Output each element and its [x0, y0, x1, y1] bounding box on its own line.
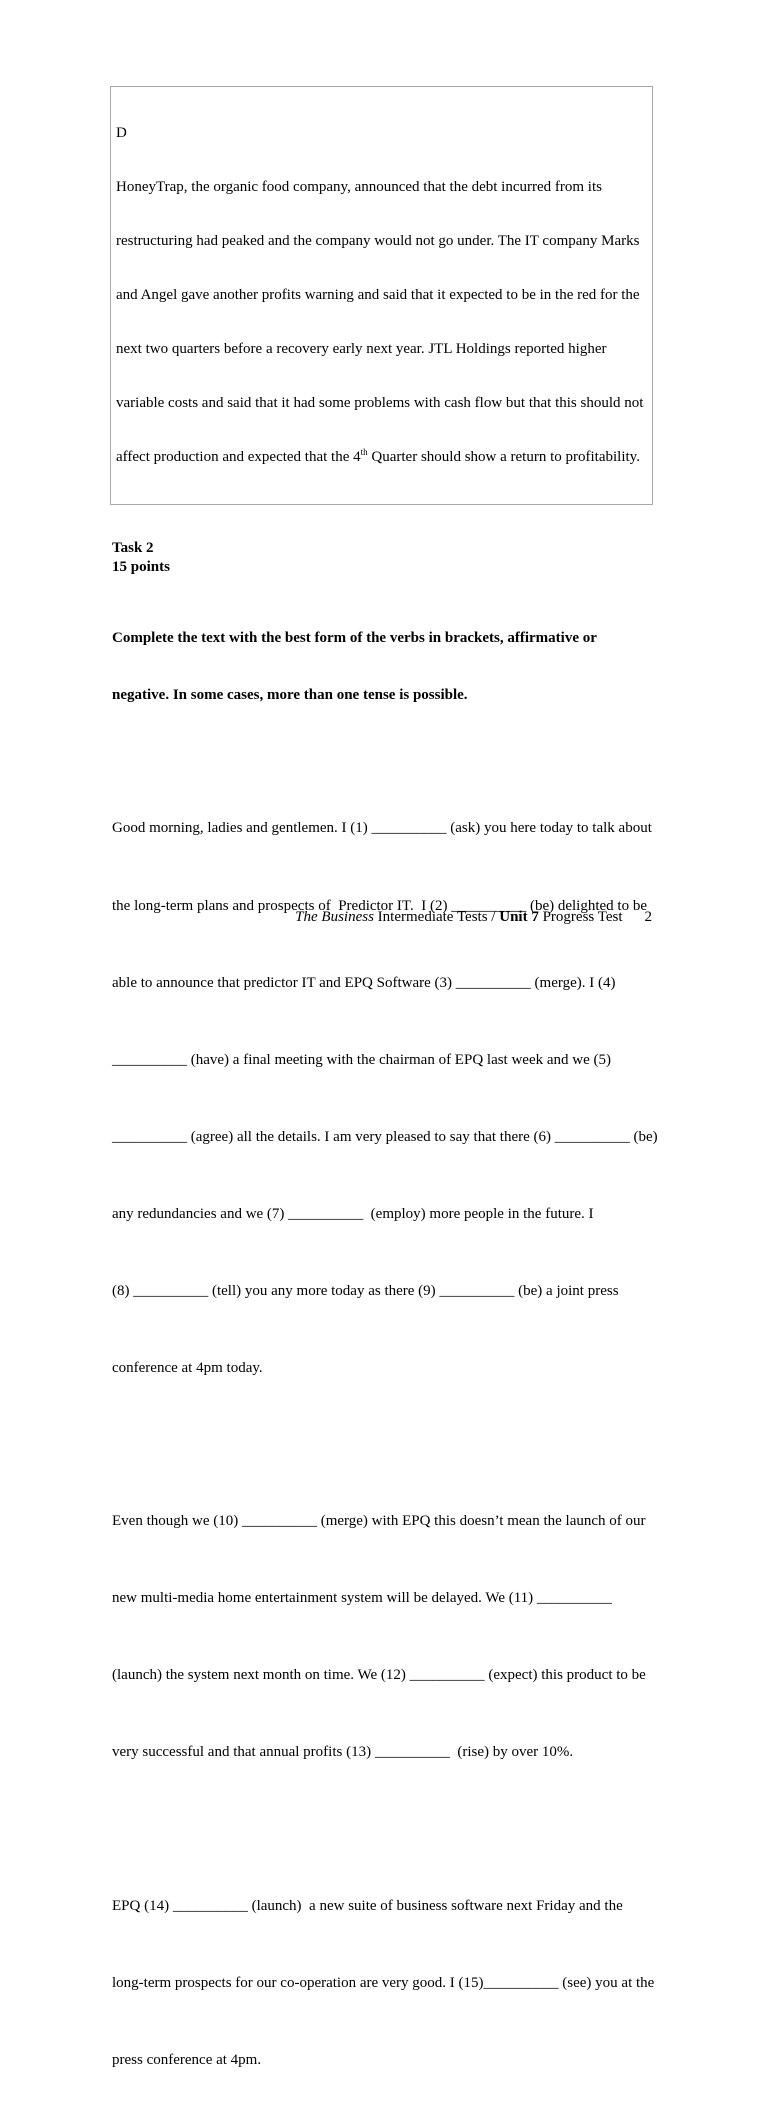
- instructions-line: negative. In some cases, more than one tense is possible.: [112, 687, 468, 703]
- passage-line: Good morning, ladies and gentlemen. I (1) __________ (ask) you here today to talk about: [112, 820, 652, 837]
- reading-text-box: [110, 86, 653, 505]
- footer-text: Intermediate Tests /: [373, 909, 500, 925]
- box-text-line: variable costs and said that it had some problems with cash flow but that this should not: [116, 395, 644, 411]
- passage-line: __________ (have) a final meeting with the chairman of EPQ last week and we (5): [112, 1051, 612, 1068]
- footer-text: Progress Test: [538, 909, 623, 925]
- task-instructions: [112, 591, 653, 743]
- passage-line: very successful and that annual profits (13) __________ (rise) by over 10%.: [112, 1744, 574, 1761]
- box-text-segment: Quarter should show a return to profitability.: [367, 449, 640, 465]
- passage-line: able to announce that predictor IT and EPQ Software (3) __________ (merge). I (4): [112, 974, 616, 991]
- passage-line: long-term prospects for our co-operation are very good. I (15)__________ (see) you at the: [112, 1974, 655, 1991]
- footer-series-title: The Business: [295, 909, 374, 925]
- passage-line: the long-term plans and prospects of Predictor IT. I (2) __________ (be) delighted to be: [112, 897, 647, 914]
- task-heading: [112, 539, 653, 577]
- box-label: D: [116, 125, 127, 141]
- page-content: [112, 86, 658, 2125]
- box-text-line: [116, 448, 646, 466]
- passage-line: press conference at 4pm.: [112, 2051, 262, 2068]
- footer-unit: Unit 7: [499, 909, 539, 925]
- passage-paragraph-2: [112, 1457, 653, 1817]
- task-title: Task 2: [112, 540, 154, 556]
- box-text-line: and Angel gave another profits warning and said that it expected to be in the red for the: [116, 287, 640, 303]
- passage-line: (8) __________ (tell) you any more today as there (9) __________ (be) a joint press: [112, 1283, 619, 1300]
- page-footer: [112, 908, 652, 926]
- page-number: 2: [644, 909, 652, 925]
- passage-line: Even though we (10) __________ (merge) with EPQ this doesn’t mean the launch of our: [112, 1512, 646, 1529]
- passage-line: conference at 4pm today.: [112, 1360, 263, 1377]
- passage-line: (launch) the system next month on time. We (12) __________ (expect) this product to be: [112, 1666, 646, 1683]
- passage-line: any redundancies and we (7) __________ (employ) more people in the future. I: [112, 1205, 594, 1222]
- passage-paragraph-1: [112, 765, 658, 1433]
- ordinal-superscript: th: [360, 447, 368, 457]
- box-text-segment: affect production and expected that the 4: [116, 449, 361, 465]
- passage-line: EPQ (14) __________ (launch) a new suite of business software next Friday and the: [112, 1897, 623, 1914]
- task-points: 15 points: [112, 559, 170, 575]
- box-text-line: next two quarters before a recovery early next year. JTL Holdings reported higher: [116, 341, 607, 357]
- box-text-line: HoneyTrap, the organic food company, announced that the debt incurred from its: [116, 179, 602, 195]
- passage-line: new multi-media home entertainment system will be delayed. We (11) __________: [112, 1589, 612, 1606]
- box-text-line: restructuring had peaked and the company would not go under. The IT company Marks: [116, 233, 640, 249]
- passage-line: __________ (agree) all the details. I am very pleased to say that there (6) __________ (be): [112, 1128, 658, 1145]
- passage-paragraph-3: [112, 1842, 653, 2125]
- instructions-line: Complete the text with the best form of the verbs in brackets, affirmative or: [112, 630, 597, 646]
